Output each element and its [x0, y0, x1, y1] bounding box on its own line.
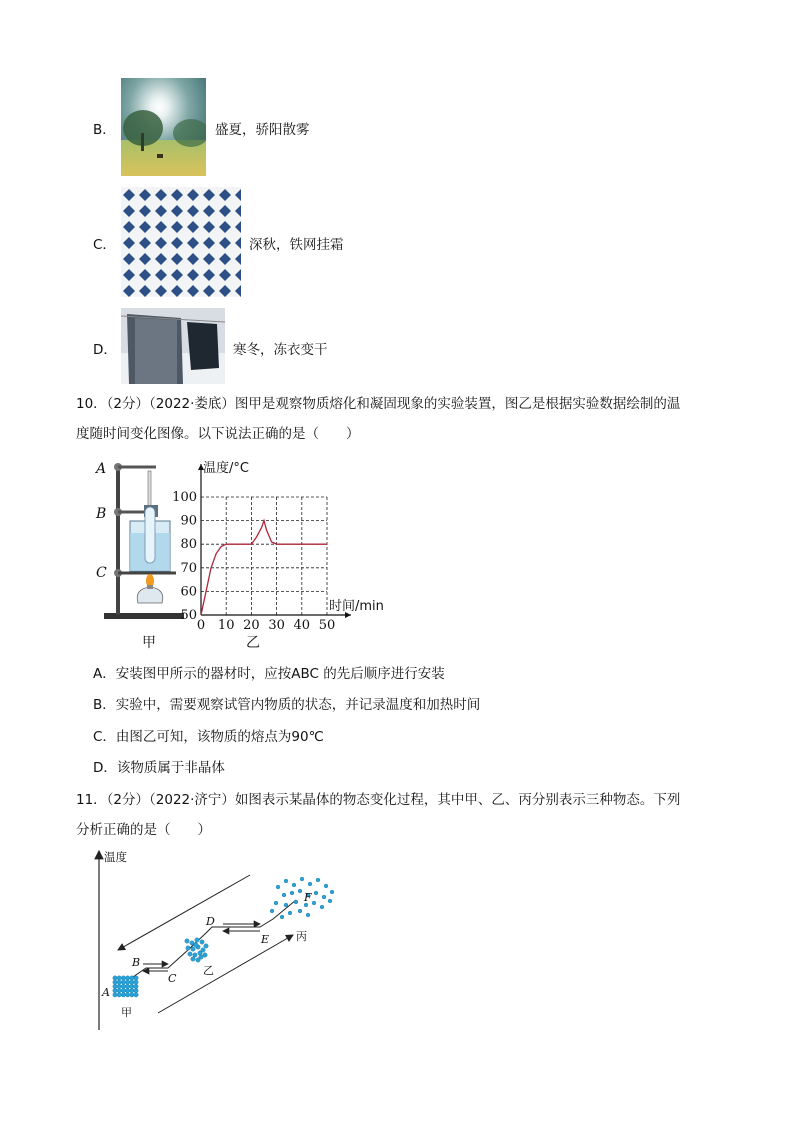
solid-particles — [113, 976, 138, 997]
particle — [121, 993, 125, 997]
particle — [191, 957, 195, 961]
x-tick-label: 40 — [293, 618, 311, 633]
particle — [113, 980, 117, 984]
y-tick-label: 80 — [180, 537, 197, 553]
option-letter-d: D． — [93, 342, 117, 358]
particle — [204, 944, 208, 948]
particle — [316, 878, 320, 882]
label-c: C — [96, 565, 107, 581]
photo-frost-wire-mesh — [121, 187, 241, 297]
particle — [194, 943, 198, 947]
particle — [117, 993, 121, 997]
particle — [117, 976, 121, 980]
heating-arrow — [158, 935, 293, 1013]
option-text-c: 深秋，铁网挂霜 — [249, 237, 344, 253]
particle — [130, 976, 134, 980]
particle — [134, 984, 138, 988]
x-tick-label: 50 — [318, 618, 336, 633]
q11-stem-line1: 11．（2分）（2022·济宁）如图表示某晶体的物态变化过程，其中甲、乙、丙分别表示三种物态。下列 — [76, 792, 681, 808]
y-axis-label: 温度/°C — [203, 461, 249, 476]
axis-label-temperature: 温度 — [104, 850, 127, 864]
option-text-b: 盛夏，骄阳散雾 — [215, 122, 310, 138]
temperature-time-graph — [170, 458, 400, 633]
diagram-label-e: E — [261, 933, 270, 946]
x-tick-label: 30 — [268, 618, 285, 633]
option-letter-b: B． — [93, 122, 116, 138]
particle — [134, 980, 138, 984]
y-tick-label: 50 — [180, 608, 197, 623]
particle — [199, 955, 203, 959]
x-tick-label: 20 — [243, 618, 260, 633]
particle — [113, 984, 117, 988]
particle — [320, 905, 324, 909]
option-letter-c: C． — [93, 237, 116, 253]
diagram-label-a: A — [102, 986, 110, 999]
diagram-label-b: B — [132, 956, 141, 969]
particle — [121, 984, 125, 988]
photo-frozen-clothes — [121, 308, 225, 384]
particle — [121, 976, 125, 980]
particle — [130, 984, 134, 988]
particle — [330, 890, 334, 894]
y-tick-label: 90 — [180, 513, 197, 529]
particle — [125, 976, 129, 980]
particle — [312, 901, 316, 905]
particle — [203, 953, 207, 957]
particle — [125, 980, 129, 984]
particle — [185, 939, 189, 943]
particle — [270, 909, 274, 913]
label-a: A — [96, 461, 107, 477]
particle — [274, 901, 278, 905]
particle — [134, 988, 138, 992]
particle — [186, 946, 190, 950]
particle — [308, 882, 312, 886]
particle — [113, 993, 117, 997]
particle — [117, 988, 121, 992]
particle — [280, 915, 284, 919]
state-label-yi: 乙 — [203, 964, 214, 977]
particle — [134, 993, 138, 997]
q10-stem-line1: 10．（2分）（2022·娄底）图甲是观察物质熔化和凝固现象的实验装置，图乙是根据实验数据绘制的温 — [76, 396, 681, 412]
particle — [113, 976, 117, 980]
q10-option-a: A．安装图甲所示的器材时，应按ABC 的先后顺序进行安装 — [93, 666, 445, 682]
particle — [282, 893, 286, 897]
x-axis-label: 时间/min — [329, 599, 384, 614]
diagram-label-c: C — [168, 972, 177, 985]
particle — [191, 947, 195, 951]
diagram-label-f: F — [304, 891, 312, 904]
particle — [284, 903, 288, 907]
particle — [117, 980, 121, 984]
particle — [121, 988, 125, 992]
particle — [188, 952, 192, 956]
particle — [130, 993, 134, 997]
particle — [292, 883, 296, 887]
particle — [125, 988, 129, 992]
particle — [300, 877, 304, 881]
diagram-label-d: D — [206, 915, 215, 928]
y-tick-label: 60 — [180, 584, 197, 600]
particle — [290, 891, 294, 895]
particle — [125, 984, 129, 988]
caption-yi: 乙 — [246, 635, 260, 651]
particle — [322, 895, 326, 899]
gas-particles — [270, 877, 334, 919]
particle — [314, 891, 318, 895]
state-label-jia: 甲 — [121, 1006, 132, 1019]
particle — [198, 951, 202, 955]
state-label-bing: 丙 — [296, 930, 307, 943]
particle — [130, 980, 134, 984]
y-tick-label: 70 — [180, 560, 197, 576]
particle — [130, 988, 134, 992]
q10-option-c: C．由图乙可知，该物质的熔点为90℃ — [93, 729, 324, 745]
particle — [324, 884, 328, 888]
particle — [125, 993, 129, 997]
particle — [298, 909, 302, 913]
q10-stem-line2: 度随时间变化图像。以下说法正确的是（ ） — [76, 426, 360, 442]
caption-jia: 甲 — [142, 635, 156, 651]
particle — [193, 953, 197, 957]
particle — [113, 988, 117, 992]
particle — [121, 980, 125, 984]
q10-option-b: B．实验中，需要观察试管内物质的状态，并记录温度和加热时间 — [93, 697, 481, 713]
q10-option-d: D．该物质属于非晶体 — [93, 760, 225, 776]
particle — [288, 911, 292, 915]
particle — [200, 940, 204, 944]
particle — [195, 938, 199, 942]
cooling-arrow — [118, 875, 250, 950]
x-tick-label: 0 — [196, 618, 206, 633]
photo-summer-fog — [121, 78, 206, 176]
particle — [294, 900, 298, 904]
y-tick-label: 100 — [172, 490, 197, 505]
x-tick-label: 10 — [217, 618, 235, 633]
particle — [306, 913, 310, 917]
label-b: B — [96, 506, 107, 522]
particle — [117, 984, 121, 988]
particle — [190, 941, 194, 945]
particle — [284, 879, 288, 883]
particle — [328, 899, 332, 903]
option-text-d: 寒冬，冻衣变干 — [233, 342, 328, 358]
liquid-particles — [185, 938, 208, 962]
q11-stem-line2: 分析正确的是（ ） — [76, 822, 211, 838]
particle — [298, 889, 302, 893]
particle — [276, 885, 280, 889]
particle — [134, 976, 138, 980]
